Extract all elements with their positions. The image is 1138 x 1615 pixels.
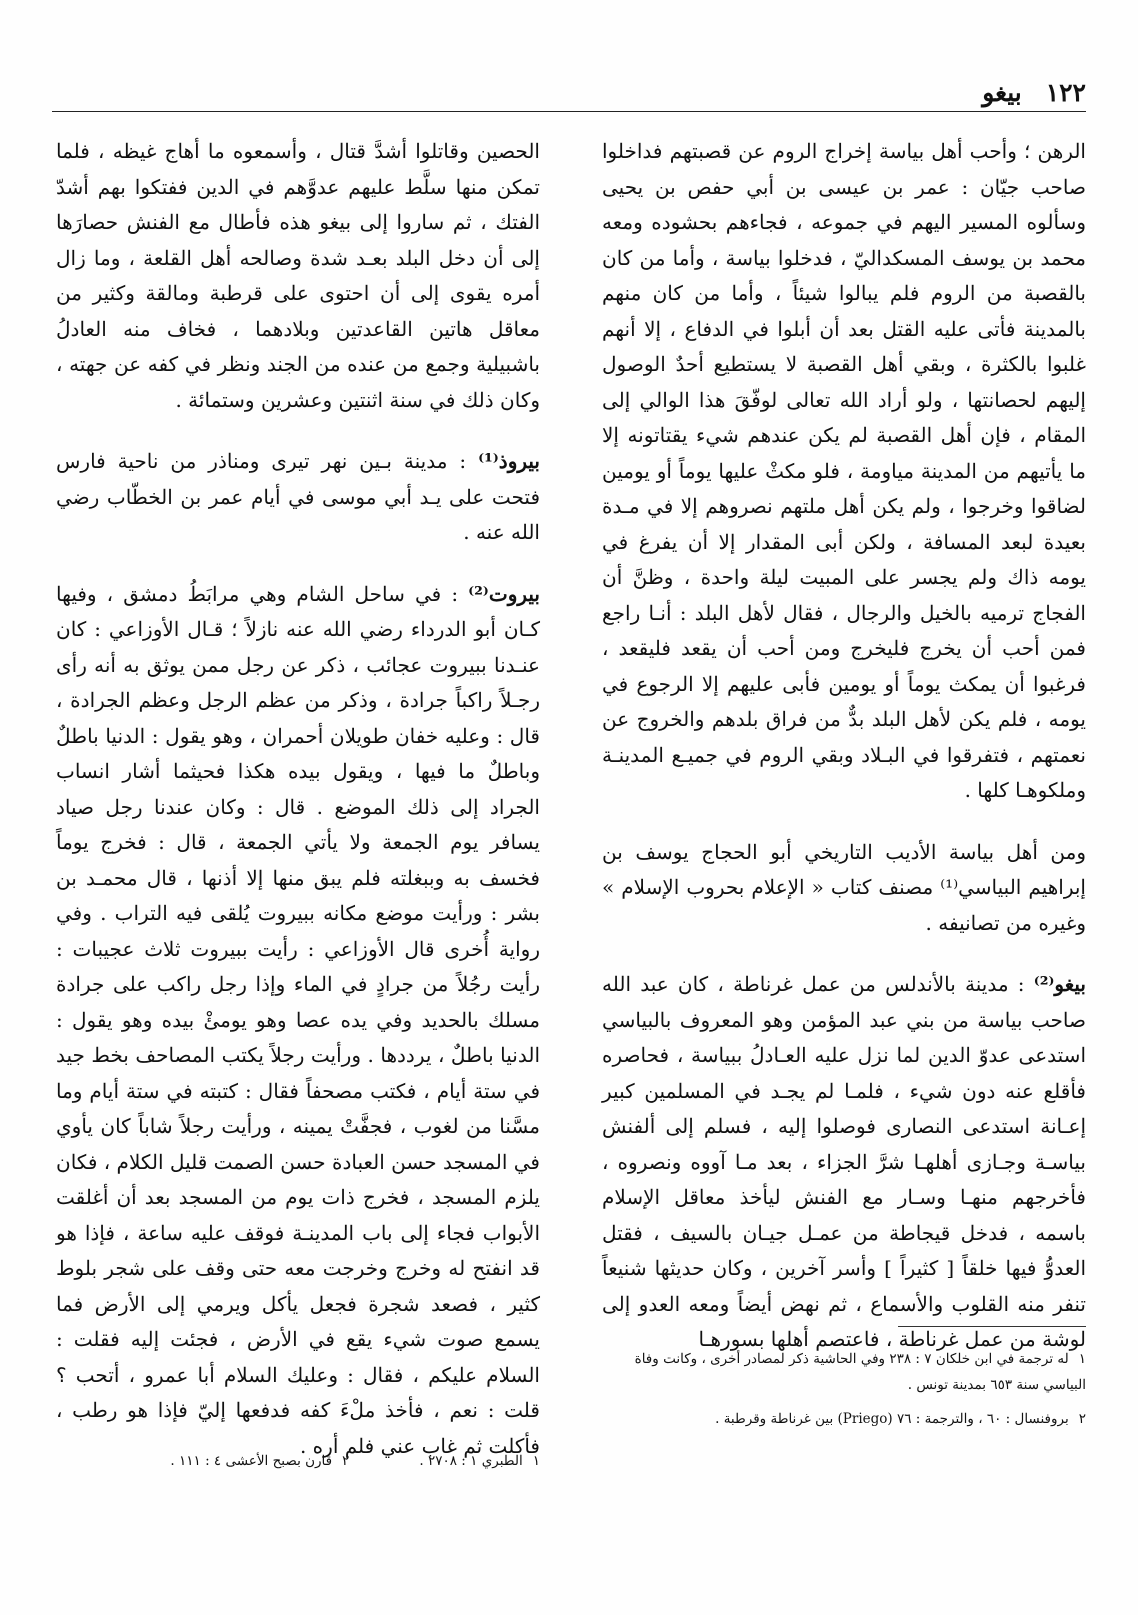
entry-bigho [602,967,1086,1358]
entry-headword: بيغو⁽²⁾ [1033,972,1086,996]
header-divider [52,111,1086,112]
entry-text: : في ساحل الشام وهي مرابَطُ دمشق ، وفيها كـان أبو الدرداء رضي الله عنه نازلاً ؛ قـال الأوزاعي : كان عنـدنا ببيروت عجائب ، ذكر عن رجل ممن يوثق به أنه رأى رجـلاً راكباً جرادة ، وذكر من عظم الرجل وعظم الجرادة ، قال : وعليه خفان طويلان أحمران ، وهو يقول : الدنيا باطلٌ وباطلٌ ما فيها ، ويقول بيده هكذا فحيثما أشار انساب الجراد إلى ذلك الموضع . قال : وكان عندنا رجل صياد يسافر يوم الجمعة ولا يأتي الجمعة ، قال : فخرج يوماً فخسف به وببغلته فلم يبق منها إلا أذنها ، قال محمـد بن بشر : ورأيت موضع مكانه ببيروت يُلقى فيه التراب . وفي رواية أُخرى قال الأوزاعي : رأيت ببيروت ثلاث عجيبات : رأيت رجُلاً من جرادٍ في الماء وإذا رجل راكب على جرادة مسلك بالحديد وفي يده عصا وهو يومئْ بيده وهو يقول : الدنيا باطلٌ ، يرددها . ورأيت رجلاً يكتب المصاحف بخط جيد في ستة أيام ، فكتب مصحفاً فقال : كتبته في ستة أيام وما مسَّنا من لغوب ، فجفَّتْ يمينه ، ورأيت رجلاً شاباً كان يأوي في المسجد حسن العبادة حسن الصمت قليل الكلام ، فكان يلزم المسجد ، فخرج ذات يوم من المسجد بعد أن أغلقت الأبواب فجاء إلى باب المدينـة فوقف عليه ساعة ، فإذا هو قد انفتح له وخرج وخرجت معه حتى وقف على شجر بلوط كثير ، فصعد شجرة فجعل يأكل ويرمي إلى الأرض فما يسمع صوت شيء يقع في الأرض ، فجئت إليه فقلت : السلام عليكم ، فقال : وعليك السلام أبا عمرو ، أتحب ؟ قلت : نعم ، فأخذ ملْءَ كفه فدفعها إليّ فإذا هو رطب ، فأكلت ثم غاب عني فلم أره . [56,581,540,1458]
entry-beirut [56,577,540,1465]
footnote [602,1406,1086,1432]
footnote-number: ٢ [342,1453,350,1469]
footnotes-left [56,1448,540,1474]
paragraph: الحصين وقاتلوا أشدَّ قتال ، وأسمعوه ما أهاج غيظه ، فلما تمكن منها سلَّط عليهم عدوَّهم في الدين ففتكوا بهم أشدّ الفتك ، ثم ساروا إلى بيغو هذه فأطال مع الفنش حصارَها إلى أن دخل البلد بعـد شدة وصالحه أهل القلعة ، وما زال أمره يقوى إلى أن احتوى على قرطبة ومالقة وكثير من معاقل هاتين القاعدتين وبلادهما ، فخاف منه العادلُ باشبيلية وجمع من عنده من الجند ونظر في كفه عن جهته ، وكان ذلك في سنة اثنتين وعشرين وستمائة . [56,139,540,412]
entry-headword: بيروذ⁽¹⁾ [478,449,540,473]
footnote [419,1448,540,1474]
footnote-text: قارن بصبح الأعشى ٤ : ١١١ . [170,1453,333,1469]
right-column [602,134,1086,1358]
footnote-number: ١ [532,1453,540,1469]
left-column [56,134,540,1464]
footnote [170,1448,349,1474]
entry-text: : مدينة بالأندلس من عمل غرناطة ، كان عبد الله صاحب بياسة من بني عبد المؤمن وهو المعروف بالبياسي استدعى عدوّ الدين لما نزل عليه العـادلُ ببياسة ، فحاصره فأقلع عنه دون شيء ، فلمـا لم يجـد في المسلمين كبير إعـانة استدعى النصارى فوصلوا إليه ، فسلم إلى ألفنش بياسـة وجـازى أهلهـا شرَّ الجزاء ، بعد مـا آووه ونصروه ، فأخرجهم منهـا وسـار مع الفنش ليأخذ معاقل الإسلام باسمه ، فدخل قيجاطة من عمـل جيـان بالسيف ، فقتل العدوُّ فيها خلقاً [ كثيراً ] وأسر آخرين ، وكان حديثها شنيعاً تنفر منه القلوب والأسماع ، ثم نهض أيضاً ومعه العدو إلى لوشة من عمل غرناطة ، فاعتصم أهلها بسورهـا [602,972,1086,1351]
footnote-text: بروفنسال : ٦٠ ، والترجمة : ٧٦ (Priego) بين غرناطة وقرطبة . [715,1411,1069,1427]
entry-biroudh [56,444,540,551]
entry-headword: بيروت⁽²⁾ [468,581,540,606]
running-header [52,76,1086,108]
paragraph: الرهن ؛ وأحب أهل بياسة إخراج الروم عن قصبتهم فداخلوا صاحب جيّان : عمر بن عيسى بن أبي حفص بن يحيى وسألوه المسير اليهم في جموعه ، فجاءهم بحشوده ومعه محمد بن يوسف المسكداليّ ، فدخلوا بياسة ، وأما من كان بالقصبة من الروم فلم يبالوا شيئاً ، وأما من كان منهم بالمدينة فأتى عليه القتل بعد أن أبلوا في الدفاع ، إلا أنهم غلبوا بالكثرة ، وبقي أهل القصبة لا يستطيع أحدٌ الوصول إليهم لحصانتها ، ولو أراد الله تعالى لوفّقَ هذا الوالي إلى المقام ، فإن أهل القصبة لم يكن عندهم شيء يقتاتونه إلا ما يأتيهم من المدينة مياومة ، فلو مكثْ عليها يوماً أو يومين لضاقوا وخرجوا ، ولم يكن أهل ملتهم نصروهم إلا في مـدة بعيدة لبعد المسافة ، ولكن أبى المقدار إلا أن يفرغ في يومه ذاك ولم يجسر على المبيت ليلة واحدة ، وظنَّ أن الفجاج ترميه بالخيل والرجال ، فقال لأهل البلد : أنـا راجع فمن أحب أن يخرج فليخرج ومن أحب أن يقعد فليقعد ، فرغبوا أن يمكث يوماً أو يومين فأبى عليهم إلا الرجوع في يومه ، فلم يكن لأهل البلد بدٌّ من فراق بلدهم والخروج عن نعمتهم ، فتفرقوا في البـلاد وبقي الروم في جميـع المدينـة وملكوهـا كلها . [602,139,1086,802]
page-number: ١٢٢ [1045,77,1086,107]
footnote [602,1346,1086,1398]
page-title: بيغو [982,77,1022,107]
entry-text: : مدينة بـين نهر تيرى ومناذر من ناحية فارس فتحت على يـد أبي موسى في أيام عمر بن الخطّاب رضي الله عنه . [56,449,540,544]
footnote-number: ١ [1078,1351,1086,1367]
footnotes-right [602,1346,1086,1440]
footnote-text: له ترجمة في ابن خلكان ٧ : ٢٣٨ وفي الحاشية ذكر لمصادر أخرى ، وكانت وفاة البياسي سنة ٦٥٣ بمدينة تونس . [634,1351,1086,1393]
paragraph: ومن أهل بياسة الأديب التاريخي أبو الحجاج يوسف بن إبراهيم البياسي⁽¹⁾ مصنف كتاب « الإعلام بحروب الإسلام » وغيره من تصانيفه . [602,839,1086,935]
footnote-divider [898,1326,1086,1327]
footnote-number: ٢ [1078,1411,1086,1427]
footnote-text: الطبري ١ : ٢٧٠٨ . [419,1453,523,1469]
